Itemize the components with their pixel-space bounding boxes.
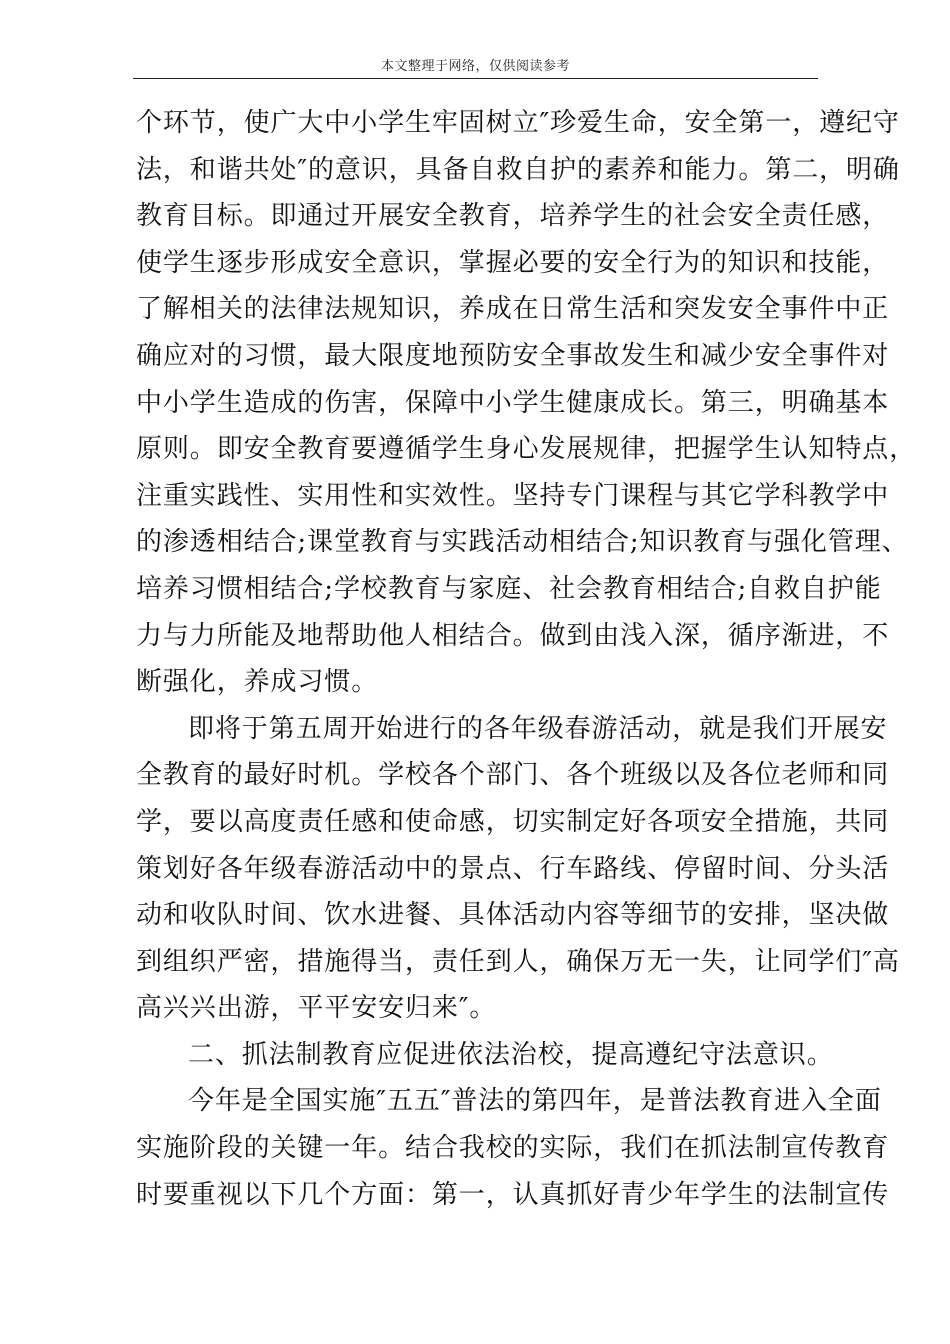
text-line: 法，和谐共处″的意识，具备自救自护的素养和能力。第二，明确 <box>136 154 900 185</box>
text-line: 培养习惯相结合;学校教育与家庭、社会教育相结合;自救自护能 <box>136 573 882 604</box>
text-line: 个环节，使广大中小学生牢固树立″珍爱生命，安全第一，遵纪守 <box>136 108 900 138</box>
text-line: 中小学生造成的伤害，保障中小学生健康成长。第三，明确基本 <box>136 387 890 418</box>
text-line: 到组织严密，措施得当，责任到人，确保万无一失，让同学们″高 <box>136 946 900 977</box>
paragraph <box>136 1078 890 1218</box>
text-line: 全教育的最好时机。学校各个部门、各个班级以及各位老师和同 <box>136 760 890 791</box>
page-header-note: 本文整理于网络，仅供阅读参考 <box>380 59 570 74</box>
text-line: 原则。即安全教育要遵循学生身心发展规律，把握学生认知特点， <box>136 434 917 465</box>
header-divider <box>133 78 818 79</box>
text-line: 时要重视以下几个方面：第一，认真抓好青少年学生的法制宣传 <box>136 1179 890 1210</box>
text-line: 今年是全国实施″五五″普法的第四年，是普法教育进入全面 <box>188 1086 882 1117</box>
text-line: 使学生逐步形成安全意识，掌握必要的安全行为的知识和技能， <box>136 247 890 278</box>
text-line: 二、抓法制教育应促进依法治校，提高遵纪守法意识。 <box>188 1039 834 1070</box>
text-line: 的渗透相结合;课堂教育与实践活动相结合;知识教育与强化管理、 <box>136 527 909 558</box>
text-line: 教育目标。即通过开展安全教育，培养学生的社会安全责任感， <box>136 201 890 232</box>
text-line: 断强化，养成习惯。 <box>136 667 379 698</box>
text-line: 即将于第五周开始进行的各年级春游活动，就是我们开展安 <box>188 713 888 744</box>
text-line: 学，要以高度责任感和使命感，切实制定好各项安全措施，共同 <box>136 806 890 837</box>
section-heading <box>136 1032 841 1079</box>
text-line: 实施阶段的关键一年。结合我校的实际，我们在抓法制宣传教育 <box>136 1133 890 1164</box>
text-line: 动和收队时间、饮水进餐、具体活动内容等细节的安排，坚决做 <box>136 900 890 931</box>
paragraph <box>136 706 900 1032</box>
text-line: 了解相关的法律法规知识，养成在日常生活和突发安全事件中正 <box>136 294 890 325</box>
text-line: 策划好各年级春游活动中的景点、行车路线、停留时间、分头活 <box>136 853 890 884</box>
text-line: 注重实践性、实用性和实效性。坚持专门课程与其它学科教学中 <box>136 480 890 511</box>
text-line: 高兴兴出游，平平安安归来″。 <box>136 993 497 1024</box>
document-body <box>136 100 917 1218</box>
text-line: 力与力所能及地帮助他人相结合。做到由浅入深，循序渐进，不 <box>136 620 890 651</box>
text-line: 确应对的习惯，最大限度地预防安全事故发生和减少安全事件对 <box>136 340 890 371</box>
paragraph <box>136 100 917 706</box>
